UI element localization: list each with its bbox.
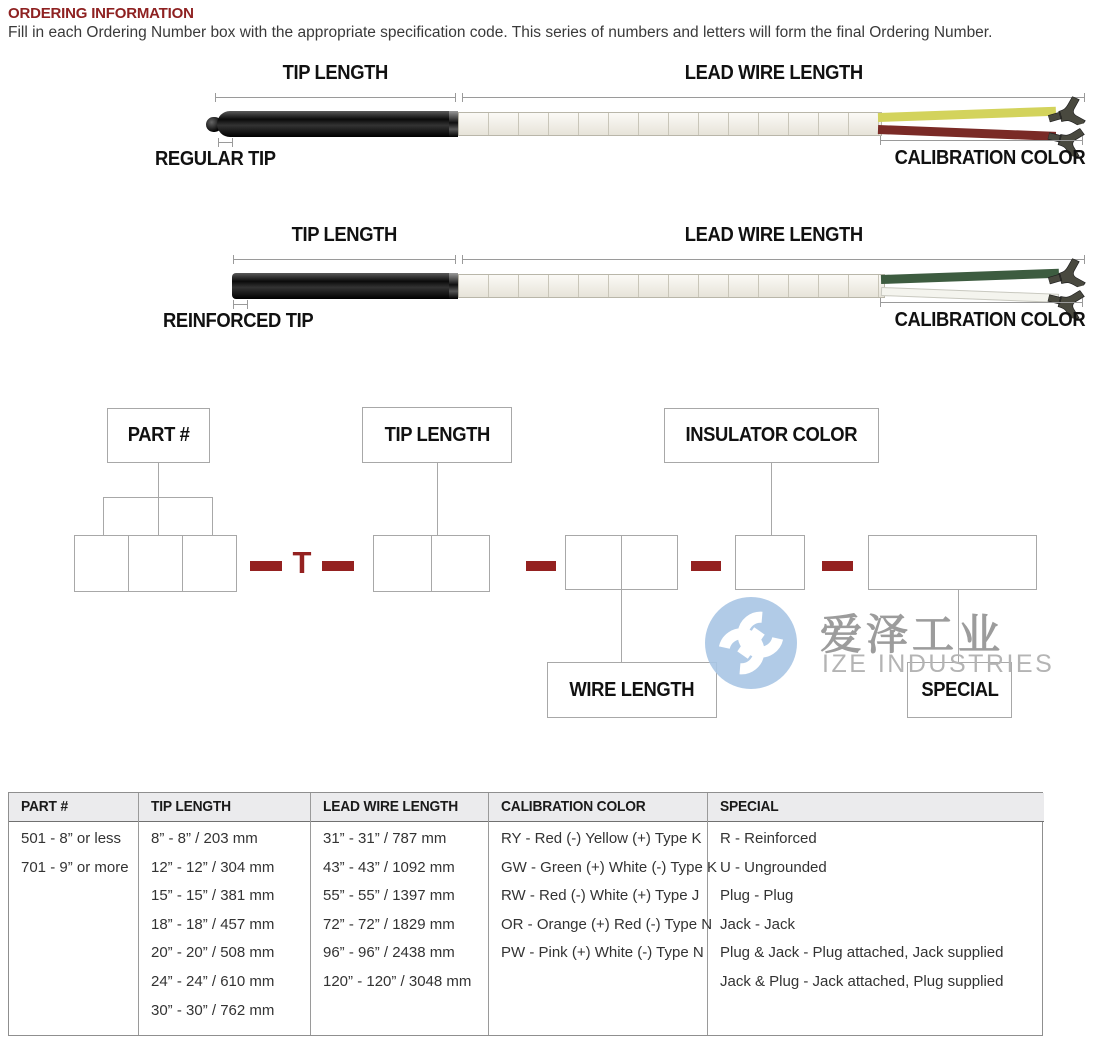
watermark-english-text: IZE INDUSTRIES: [822, 650, 1055, 678]
connector-line: [158, 497, 159, 535]
table-column-body: [311, 822, 488, 1002]
order-cell[interactable]: [622, 536, 677, 589]
table-header-cell: TIP LENGTH: [139, 793, 310, 822]
order-cell[interactable]: [869, 536, 1036, 589]
table-cell: 15” - 15” / 381 mm: [151, 887, 275, 905]
table-cell: R - Reinforced: [720, 830, 817, 847]
order-cell[interactable]: [566, 536, 622, 589]
table-cell: 55” - 55” / 1397 mm: [323, 887, 455, 905]
order-cell[interactable]: [183, 536, 236, 591]
part-number-cells: [74, 535, 237, 592]
table-cell: GW - Green (+) White (-) Type K: [501, 858, 718, 876]
calibration-color-label-text: CALIBRATION COLOR: [894, 147, 1085, 169]
table-cell: 18” - 18” / 457 mm: [151, 915, 275, 933]
ize-logo-icon: [705, 597, 797, 689]
tip-diameter-tick: [218, 138, 233, 147]
connector-line: [437, 463, 438, 535]
table-cell: OR - Orange (+) Red (-) Type N: [501, 915, 713, 933]
lead-wire-length-label: [462, 62, 1085, 85]
table-cell: RY - Red (-) Yellow (+) Type K: [501, 830, 702, 847]
table-column-body: [489, 822, 718, 973]
tip-length-label-text: TIP LENGTH: [384, 423, 490, 446]
tip-length-label-box: [362, 407, 512, 463]
regular-tip-label: [155, 148, 286, 171]
tip-length-dimension-line: [233, 255, 456, 264]
part-number-label-box: [107, 408, 210, 463]
reinforced-tip-label: [163, 310, 326, 333]
column-special: [708, 793, 1044, 1035]
dash-separator: [250, 561, 282, 571]
page-title: ORDERING INFORMATION: [8, 5, 194, 22]
wire-top: [881, 269, 1059, 284]
table-cell: Plug - Plug: [720, 887, 794, 905]
connector-line: [158, 463, 159, 497]
table-cell: Jack - Jack: [720, 915, 796, 933]
table-cell: 701 - 9” or more: [21, 858, 129, 876]
table-cell: U - Ungrounded: [720, 858, 827, 876]
watermark-chinese-text: 爱泽工业: [820, 611, 1005, 658]
table-cell: 43” - 43” / 1092 mm: [323, 858, 455, 876]
table-cell: PW - Pink (+) White (-) Type N: [501, 944, 704, 962]
order-cell[interactable]: [374, 536, 432, 591]
dash-separator: [322, 561, 354, 571]
table-cell: 501 - 8” or less: [21, 830, 122, 847]
calibration-dimension-line: [880, 136, 1083, 145]
special-label-text: SPECIAL: [920, 678, 999, 701]
tip-diameter-tick: [233, 300, 248, 309]
table-header-cell: PART #: [9, 793, 138, 822]
special-cell: [868, 535, 1037, 590]
connector-line: [771, 463, 772, 535]
table-header-cell: SPECIAL: [708, 793, 1044, 822]
table-cell: 8” - 8” / 203 mm: [151, 830, 258, 847]
calibration-color-label: [863, 309, 1085, 332]
page-subtitle: Fill in each Ordering Number box with the appropriate specification code. This series of numbers and letters will form the final Ordering Number.: [8, 24, 993, 41]
table-column-body: [9, 822, 138, 887]
dash-separator: [822, 561, 853, 571]
wire-length-label-text: WIRE LENGTH: [569, 678, 695, 701]
table-cell: 24” - 24” / 610 mm: [151, 972, 275, 990]
lead-wire-length-label-text: LEAD WIRE LENGTH: [684, 224, 863, 246]
table-cell: Jack & Plug - Jack attached, Plug supplied: [720, 972, 1004, 990]
table-cell: 12” - 12” / 304 mm: [151, 858, 275, 876]
wire-length-cells: [565, 535, 678, 590]
table-column-body: [708, 822, 1044, 1002]
part-number-label-text: PART #: [127, 424, 190, 446]
tip-length-dimension-line: [215, 93, 456, 102]
table-cell: 30” - 30” / 762 mm: [151, 1001, 275, 1019]
column-tip-length: [139, 793, 311, 1035]
separator-letter-T: T: [292, 545, 312, 580]
reinforced-tip-label-text: REINFORCED TIP: [163, 310, 314, 332]
table-cell: 120” - 120” / 3048 mm: [323, 972, 472, 990]
table-cell: 72” - 72” / 1829 mm: [323, 915, 455, 933]
order-cell[interactable]: [75, 536, 129, 591]
regular-tip-label-text: REGULAR TIP: [155, 148, 276, 170]
calibration-color-label: [863, 147, 1085, 170]
insulator-color-label-text: INSULATOR COLOR: [685, 424, 858, 446]
calibration-dimension-line: [880, 298, 1083, 307]
insulator-color-label-box: [664, 408, 879, 463]
dash-separator: [526, 561, 556, 571]
probe-cable-graphic: [458, 274, 885, 298]
probe-cable-graphic: [458, 112, 882, 136]
column-part-number: [9, 793, 139, 1035]
dash-separator: [691, 561, 721, 571]
table-header-cell: CALIBRATION COLOR: [489, 793, 707, 822]
tip-length-label-text: TIP LENGTH: [291, 224, 398, 246]
tip-length-cells: [373, 535, 490, 592]
insulator-color-cell: [735, 535, 805, 590]
wire-top: [878, 107, 1056, 122]
tip-length-label: [215, 62, 455, 85]
lead-wire-length-label: [462, 224, 1085, 247]
probe-tip-graphic: [217, 111, 456, 137]
tip-length-label-text: TIP LENGTH: [282, 62, 388, 84]
lead-wire-dimension-line: [462, 93, 1085, 102]
probe-tip-graphic: [232, 273, 456, 299]
column-lead-wire-length: [311, 793, 489, 1035]
table-cell: Plug & Jack - Plug attached, Jack supplied: [720, 944, 1004, 962]
tip-length-label: [233, 224, 456, 247]
probe-collar: [449, 273, 458, 299]
ordering-table: [8, 792, 1043, 1036]
order-cell[interactable]: [129, 536, 183, 591]
probe-collar: [449, 111, 458, 137]
order-cell[interactable]: [736, 536, 804, 589]
table-cell: 96” - 96” / 2438 mm: [323, 944, 455, 962]
connector-line: [621, 590, 622, 662]
lead-wire-dimension-line: [462, 255, 1085, 264]
calibration-color-label-text: CALIBRATION COLOR: [894, 309, 1085, 331]
table-header-cell: LEAD WIRE LENGTH: [311, 793, 488, 822]
table-cell: 20” - 20” / 508 mm: [151, 944, 275, 962]
table-column-body: [139, 822, 310, 1030]
lead-wire-length-label-text: LEAD WIRE LENGTH: [684, 62, 863, 84]
column-calibration-color: [489, 793, 718, 1035]
wire-length-label-box: [547, 662, 717, 718]
table-cell: RW - Red (-) White (+) Type J: [501, 887, 700, 905]
table-cell: 31” - 31” / 787 mm: [323, 830, 447, 847]
order-cell[interactable]: [432, 536, 489, 591]
